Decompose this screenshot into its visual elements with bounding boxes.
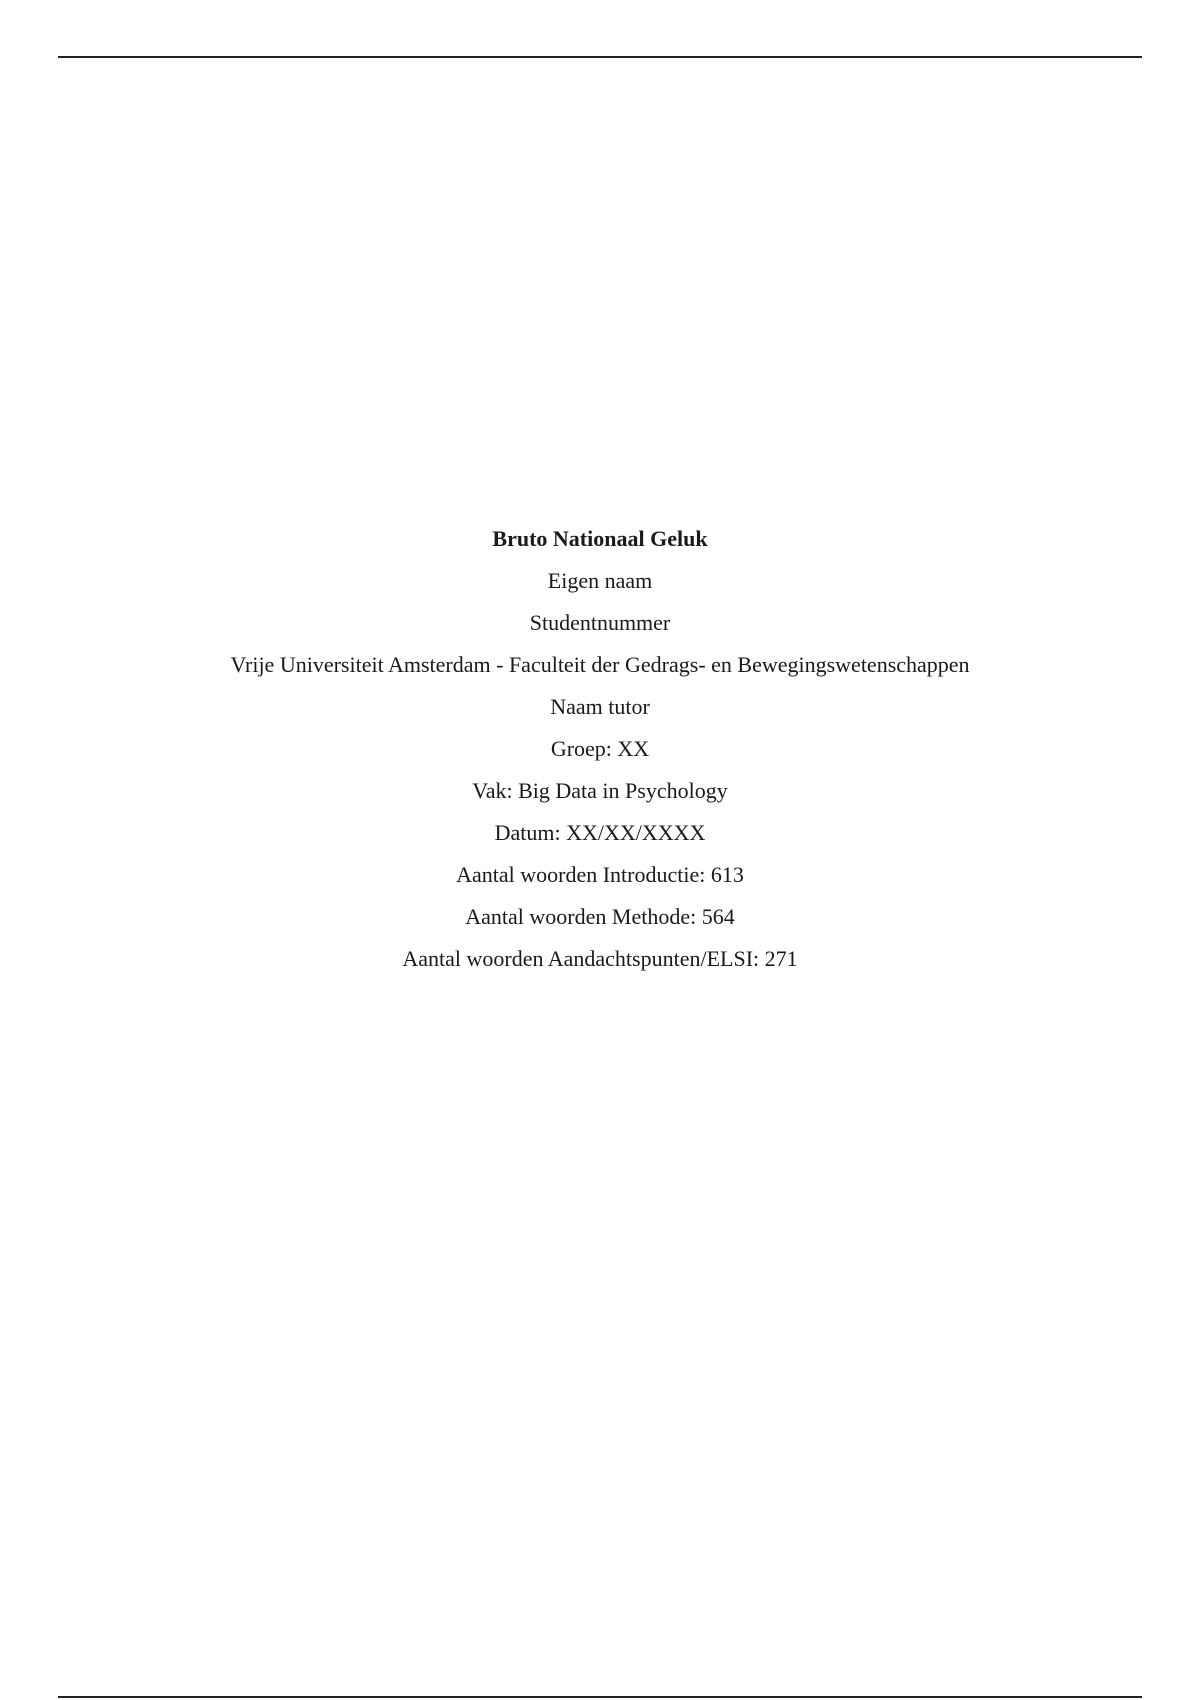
course: Vak: Big Data in Psychology <box>472 778 728 803</box>
word-count-introduction: Aantal woorden Introductie: 613 <box>456 862 744 887</box>
word-count-elsi: Aantal woorden Aandachtspunten/ELSI: 271 <box>402 946 798 971</box>
group: Groep: XX <box>550 736 650 761</box>
document-title: Bruto Nationaal Geluk <box>492 526 708 551</box>
title-page-block <box>0 518 1200 980</box>
date: Datum: XX/XX/XXXX <box>494 820 706 845</box>
student-number: Studentnummer <box>529 610 671 635</box>
author-name: Eigen naam <box>547 568 653 593</box>
header-rule <box>58 56 1142 58</box>
tutor-name: Naam tutor <box>550 694 650 719</box>
institution: Vrije Universiteit Amsterdam - Faculteit der Gedrags- en Bewegingswetenschappen <box>230 652 970 677</box>
word-count-method: Aantal woorden Methode: 564 <box>465 904 735 929</box>
footer-rule <box>58 1696 1142 1698</box>
